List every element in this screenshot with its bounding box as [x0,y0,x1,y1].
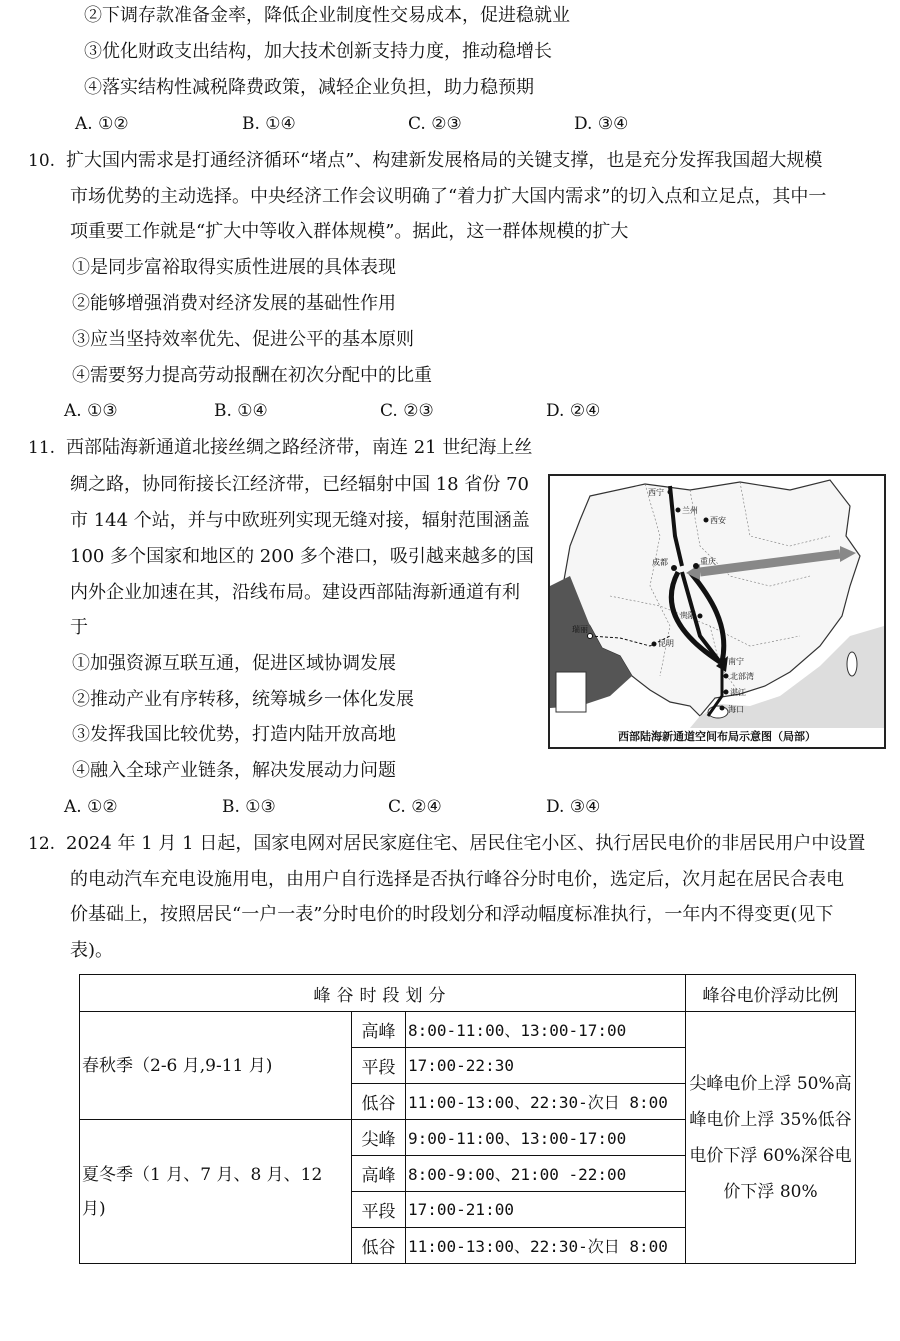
q9-option-d[interactable]: D. ③④ [574,114,629,134]
q12-stem-line: 的电动汽车充电设施用电，由用户自行选择是否执行峰谷分时电价，选定后，次月起在居民合表电 [70,869,844,890]
q11-stem-line: 市 144 个站，并与中欧班列实现无缝对接，辐射范围涵盖 [70,510,530,531]
map-city-label: 昆明 [658,639,674,648]
map-city-label: 海口 [728,705,744,714]
map-city-label: 瑞丽 [572,625,588,634]
map-city-label: 南宁 [728,657,744,666]
q10-statement-1: ①是同步富裕取得实质性进展的具体表现 [72,257,396,278]
q10-stem-line: 项重要工作就是“扩大中等收入群体规模”。据此，这一群体规模的扩大 [70,221,629,242]
q11-stem-line: 于 [70,617,88,638]
period-label: 平段 [352,1192,406,1228]
q12-stem-line: 表)。 [70,940,114,961]
q10-option-b[interactable]: B. ①④ [214,401,268,421]
rate-note: 尖峰电价上浮 50%高峰电价上浮 35%低谷电价下浮 60%深谷电价下浮 80% [686,1012,856,1264]
q11-statement-1: ①加强资源互联互通，促进区域协调发展 [72,653,396,674]
q11-stem-line: 100 多个国家和地区的 200 多个港口，吸引越来越多的国 [70,546,534,567]
map-city-label: 西安 [710,516,726,525]
q10-statement-3: ③应当坚持效率优先、促进公平的基本原则 [72,329,414,350]
q10-statement-4: ④需要努力提高劳动报酬在初次分配中的比重 [72,365,432,386]
corridor-map-graphic [550,476,884,728]
table-header-periods: 峰谷时段划分 [80,975,686,1012]
period-time: 17:00-22:30 [406,1048,686,1084]
q12-stem-line: 价基础上，按照居民“一户一表”分时电价的时段划分和浮动幅度标准执行，一年内不得变更(见下 [70,904,834,925]
period-label: 高峰 [352,1012,406,1048]
q11-option-c[interactable]: C. ②④ [388,797,442,817]
season-summer-winter: 夏冬季（1 月、7 月、8 月、12 月) [80,1120,352,1264]
map-city-label: 重庆 [700,557,716,566]
q10-number: 10. [28,151,56,171]
q11-statement-4: ④融入全球产业链条，解决发展动力问题 [72,760,396,781]
period-label: 高峰 [352,1156,406,1192]
map-city-label: 贵阳 [680,611,696,620]
q11-statement-2: ②推动产业有序转移，统筹城乡一体化发展 [72,689,414,710]
period-label: 低谷 [352,1084,406,1120]
period-time: 8:00-11:00、13:00-17:00 [406,1012,686,1048]
period-time: 9:00-11:00、13:00-17:00 [406,1120,686,1156]
period-time: 11:00-13:00、22:30-次日 8:00 [406,1084,686,1120]
q10-statement-2: ②能够增强消费对经济发展的基础性作用 [72,293,396,314]
q11-option-a[interactable]: A. ①② [64,797,118,817]
map-caption: 西部陆海新通道空间布局示意图（局部） [618,730,816,743]
tou-pricing-table [79,974,856,1264]
map-city-label: 湛江 [730,688,746,697]
q9-statement-4: ④落实结构性减税降费政策，减轻企业负担，助力稳预期 [84,77,534,98]
period-label: 尖峰 [352,1120,406,1156]
q11-stem-line: 内外企业加速在其，沿线布局。建设西部陆海新通道有利 [70,582,520,603]
q10-option-a[interactable]: A. ①③ [64,401,118,421]
q11-stem-line: 西部陆海新通道北接丝绸之路经济带，南连 21 世纪海上丝 [66,437,533,458]
q9-statement-2: ②下调存款准备金率，降低企业制度性交易成本，促进稳就业 [84,5,570,26]
q11-option-b[interactable]: B. ①③ [222,797,276,817]
period-time: 17:00-21:00 [406,1192,686,1228]
q11-stem-line: 绸之路，协同衔接长江经济带，已经辐射中国 18 省份 70 [70,474,529,495]
period-label: 低谷 [352,1228,406,1264]
q9-option-c[interactable]: C. ②③ [408,114,462,134]
map-city-label: 西宁 [648,488,664,497]
q11-statement-3: ③发挥我国比较优势，打造内陆开放高地 [72,724,396,745]
q10-stem-line: 市场优势的主动选择。中央经济工作会议明确了“着力扩大国内需求”的切入点和立足点，其中一 [70,186,827,207]
period-label: 平段 [352,1048,406,1084]
q9-statement-3: ③优化财政支出结构，加大技术创新支持力度，推动稳增长 [84,41,552,62]
period-time: 11:00-13:00、22:30-次日 8:00 [406,1228,686,1264]
corridor-map [548,474,886,749]
map-city-label: 北部湾 [730,672,754,681]
q10-option-d[interactable]: D. ②④ [546,401,601,421]
q10-option-c[interactable]: C. ②③ [380,401,434,421]
q12-stem-line: 2024 年 1 月 1 日起，国家电网对居民家庭住宅、居民住宅小区、执行居民电价的非居民用户中设置 [66,833,866,854]
period-time: 8:00-9:00、21:00 -22:00 [406,1156,686,1192]
table-header-rates: 峰谷电价浮动比例 [686,975,856,1012]
q11-number: 11. [28,438,56,458]
q10-stem-line: 扩大国内需求是打通经济循环“堵点”、构建新发展格局的关键支撑，也是充分发挥我国超大规模 [66,150,823,171]
q11-option-d[interactable]: D. ③④ [546,797,601,817]
q9-option-a[interactable]: A. ①② [75,114,129,134]
season-spring-autumn: 春秋季（2-6 月,9-11 月) [80,1012,352,1120]
q9-option-b[interactable]: B. ①④ [242,114,296,134]
map-city-label: 成都 [652,558,668,567]
map-city-label: 兰州 [682,506,698,515]
q12-number: 12. [28,834,56,854]
